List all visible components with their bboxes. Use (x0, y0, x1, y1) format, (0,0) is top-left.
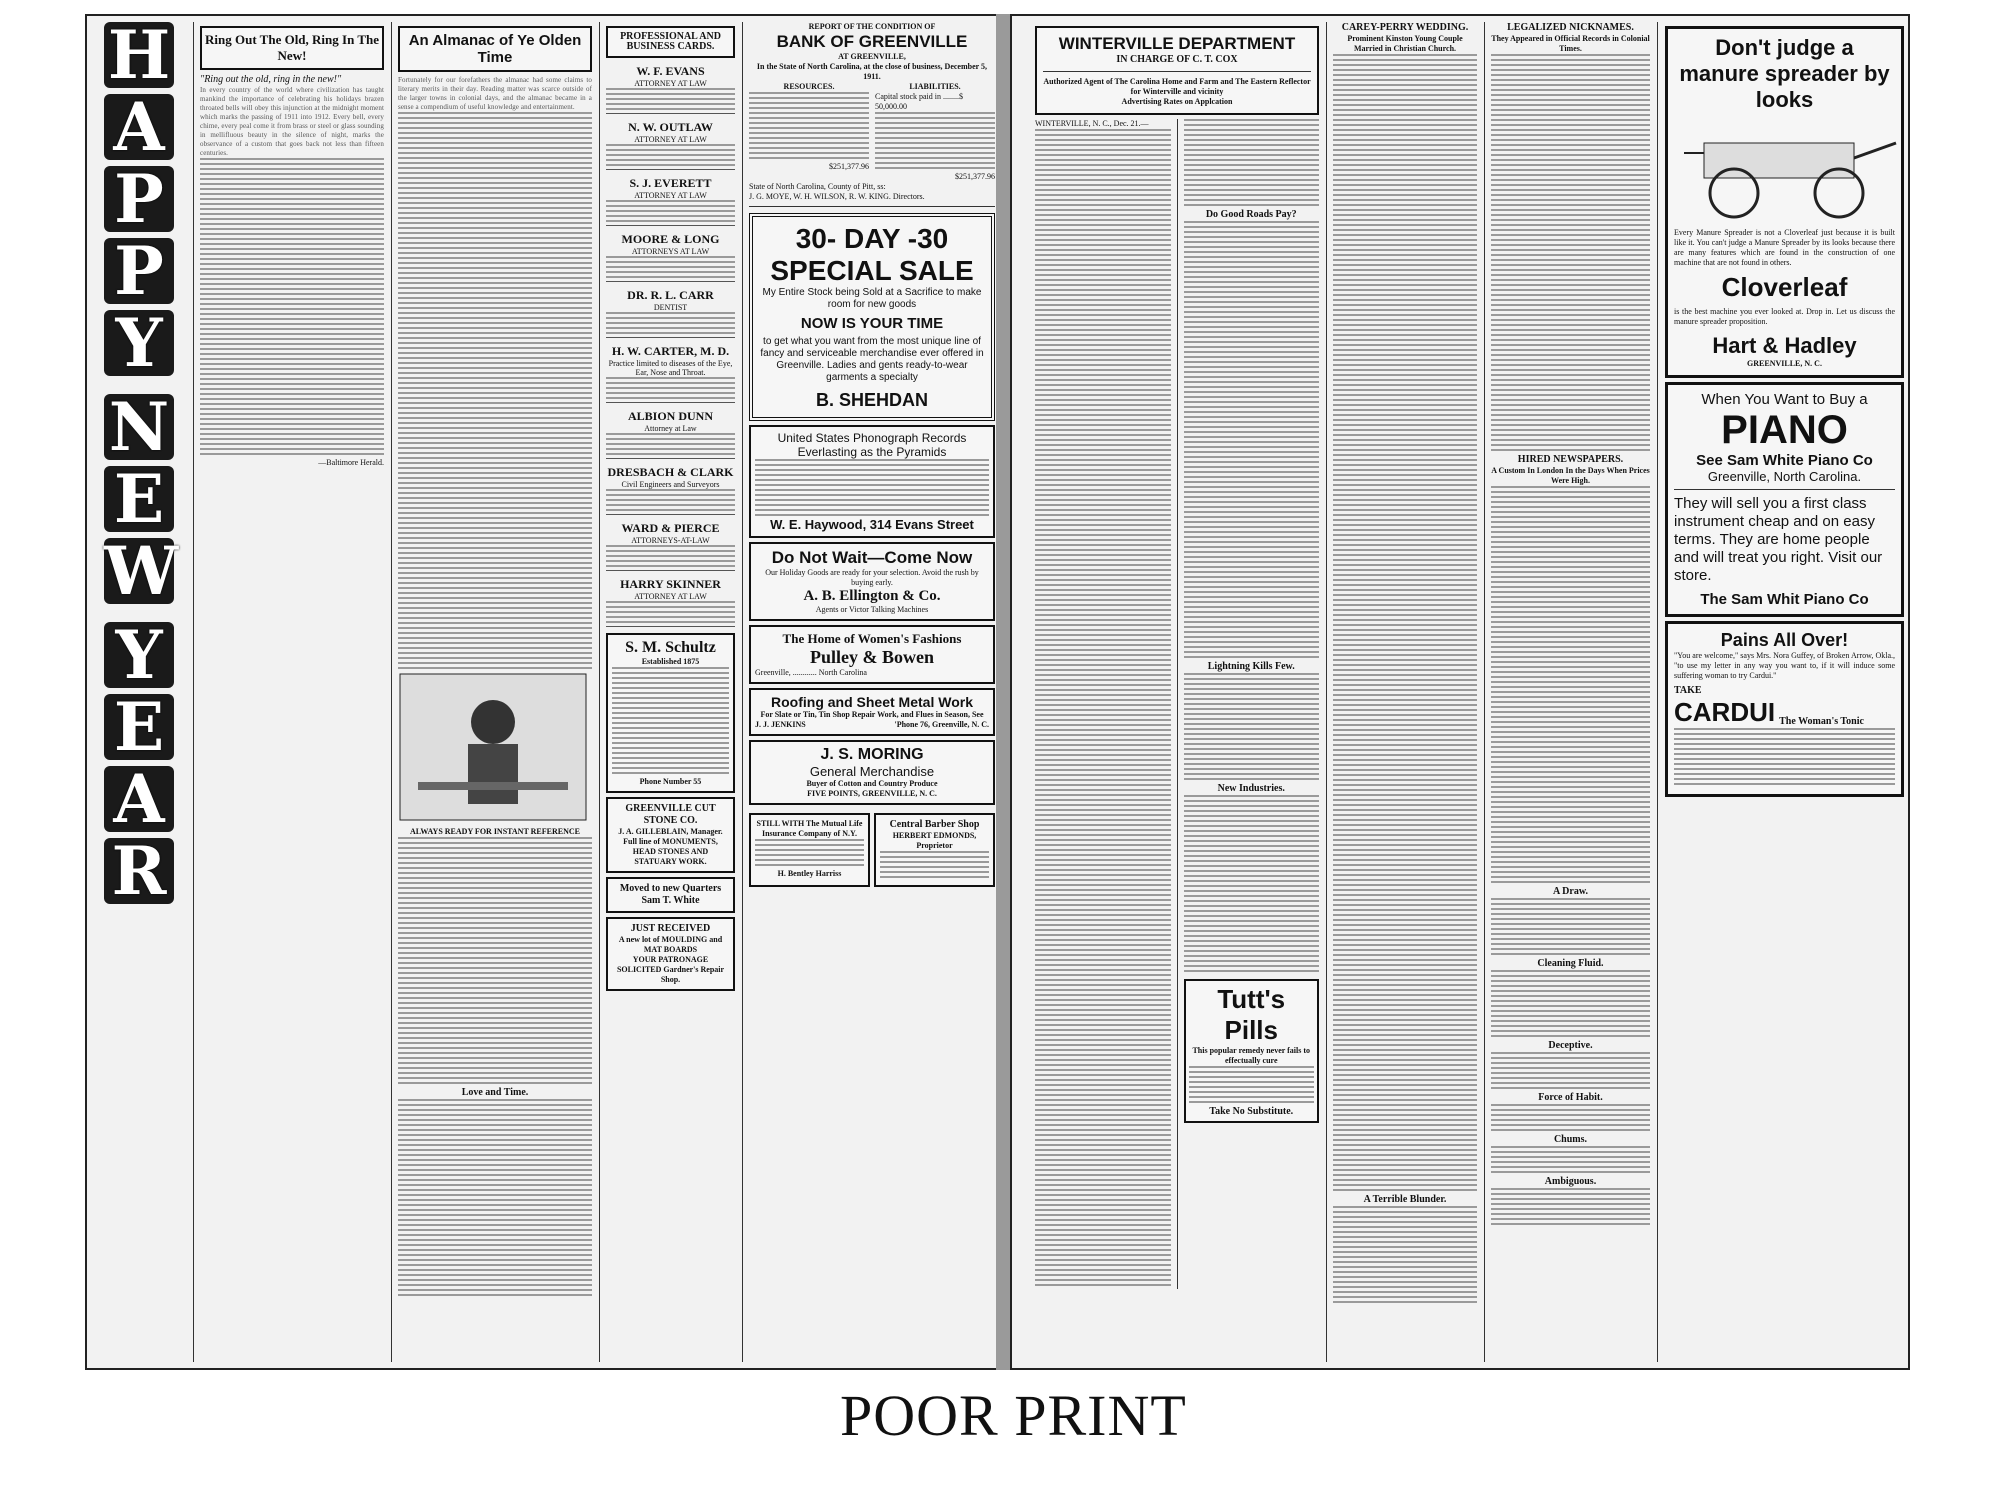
business-card-sub: ATTORNEY AT LAW (634, 191, 707, 200)
winterville-rates: Advertising Rates on Applcation (1121, 97, 1233, 106)
happy-new-year-banner (89, 22, 189, 1362)
good-roads-title: Do Good Roads Pay? (1205, 209, 1297, 220)
tutt-footer: Take No Substitute. (1209, 1106, 1294, 1117)
schultz-ad (606, 633, 735, 793)
winterville-section (1032, 22, 1322, 1362)
business-card (606, 465, 735, 515)
business-card-details (606, 545, 735, 567)
banner-letter: E (104, 466, 174, 532)
moring-ad (749, 740, 995, 805)
phonograph-merchant: W. E. Haywood, 314 Evans Street (770, 517, 974, 532)
nicknames-title: LEGALIZED NICKNAMES. (1507, 22, 1634, 33)
winterville-news-2 (1184, 119, 1320, 209)
business-card-details (606, 489, 735, 511)
business-card-name: W. F. EVANS (636, 64, 705, 78)
cardui-brand: CARDUI (1674, 697, 1776, 727)
phonograph-body (755, 459, 989, 517)
hired-papers-body (1491, 486, 1650, 886)
love-and-time-poem (398, 1099, 592, 1299)
deceptive-title: Deceptive. (1548, 1040, 1593, 1051)
cutstone-name: GREENVILLE CUT STONE CO. (625, 803, 716, 826)
right-page (1010, 14, 1910, 1370)
hired-papers-sub: A Custom In London In the Days When Prices Were High. (1491, 466, 1650, 485)
bank-and-ads-column (746, 22, 998, 1362)
barber-title: Central Barber Shop (889, 819, 980, 830)
chums-title: Chums. (1553, 1134, 1588, 1145)
spreader-body2: is the best machine you ever looked at. Drop in. Let us discuss the manure spreader proposition. (1674, 307, 1895, 326)
phonograph-ad (749, 425, 995, 538)
roofing-name: J. J. JENKINS (755, 720, 806, 729)
business-card (606, 64, 735, 114)
banner-letter: H (104, 22, 174, 88)
bank-statement: In the State of North Carolina, at the close of business, December 5, 1911. (756, 62, 988, 81)
a-draw-title: A Draw. (1553, 886, 1588, 897)
ambiguous-body (1491, 1188, 1650, 1228)
dont-wait-body: Our Holiday Goods are ready for your selection. Avoid the rush by buying early. (765, 568, 979, 587)
moring-place: FIVE POINTS, GREENVILLE, N. C. (807, 789, 937, 798)
poor-print-stamp: POOR PRINT (840, 1383, 1187, 1448)
industries-title: New Industries. (1217, 783, 1285, 794)
business-card (606, 344, 735, 403)
gardner-footer: YOUR PATRONAGE SOLICITED Gardner's Repair Shop. (616, 955, 725, 984)
banner-letter: A (104, 766, 174, 832)
business-card (606, 409, 735, 459)
dont-wait-title: Do Not Wait—Come Now (771, 548, 973, 567)
bank-report-label: REPORT OF THE CONDITION OF (808, 22, 936, 31)
business-card-sub: ATTORNEYS AT LAW (631, 247, 710, 256)
roofing-phone: 'Phone 76, Greenville, N. C. (894, 720, 989, 729)
phonograph-title: United States Phonograph Records Everlasting as the Pyramids (777, 431, 967, 459)
banner-letter: N (104, 394, 174, 460)
bank-name: BANK OF GREENVILLE (776, 32, 968, 51)
banner-letter: Y (104, 622, 174, 688)
manure-spreader-ad (1665, 26, 1904, 378)
business-card (606, 521, 735, 571)
cutstone-sub: J. A. GILLEBLAIN, Manager. (618, 827, 723, 836)
schultz-phone: Phone Number 55 (639, 777, 702, 786)
business-card-sub: ATTORNEYS-AT-LAW (631, 536, 710, 545)
business-cards-header: PROFESSIONAL AND BUSINESS CARDS. (606, 26, 735, 58)
bank-resources-label: RESOURCES. (783, 82, 835, 91)
business-card-name: DR. R. L. CARR (627, 288, 714, 302)
chums-body (1491, 1146, 1650, 1176)
banner-letter: R (104, 838, 174, 904)
nicknames-column (1488, 22, 1653, 1362)
force-title: Force of Habit. (1538, 1092, 1603, 1103)
piano-body: They will sell you a first class instrument cheap and on easy terms. They are home people and will treat you right. Visit our store. (1674, 495, 1883, 584)
tutt-title: Tutt's Pills (1217, 984, 1286, 1045)
moring-line: Buyer of Cotton and Country Produce (806, 779, 938, 788)
spreader-brand: Cloverleaf (1721, 272, 1848, 302)
business-card-sub: ATTORNEY AT LAW (634, 135, 707, 144)
spreader-merchant: Hart & Hadley (1712, 333, 1857, 358)
business-card-name: WARD & PIERCE (621, 521, 720, 535)
business-card-details (606, 433, 735, 455)
schultz-name: S. M. Schultz (625, 639, 716, 656)
ambiguous-title: Ambiguous. (1544, 1176, 1597, 1187)
fashions-ad (749, 625, 995, 684)
piano-merchant: The Sam Whit Piano Co (1700, 591, 1869, 608)
business-card-details (606, 601, 735, 623)
lightning-title: Lightning Kills Few. (1207, 661, 1295, 672)
roofing-ad (749, 688, 995, 736)
bank-report (749, 22, 995, 207)
wedding-sub: Prominent Kinston Young Couple Married in Christian Church. (1347, 34, 1463, 53)
business-card (606, 176, 735, 226)
fashions-title: The Home of Women's Fashions (782, 631, 962, 646)
wedding-column (1330, 22, 1480, 1362)
banner-letter: E (104, 694, 174, 760)
gardner-title: JUST RECEIVED (630, 923, 711, 934)
tutt-body (1189, 1066, 1315, 1106)
business-card-details (606, 200, 735, 222)
dont-wait-ad (749, 542, 995, 621)
banner-letter: Y (104, 310, 174, 376)
cardui-body: "You are welcome," says Mrs. Nora Guffey, of Broken Arrow, Okla., "to use my letter in any way you want to, if it will induce some suffering woman to try Cardui." (1674, 651, 1895, 680)
mutual-title: STILL WITH The Mutual Life Insurance Company of N.Y. (756, 819, 863, 838)
terrible-blunder-title: A Terrible Blunder. (1363, 1194, 1447, 1205)
business-card (606, 577, 735, 627)
banner-letter: W (104, 532, 179, 610)
lightning-body (1184, 673, 1320, 783)
business-card-name: H. W. CARTER, M. D. (611, 344, 730, 358)
piano-line2: See Sam White Piano Co (1696, 452, 1873, 469)
spreader-city: GREENVILLE, N. C. (1747, 359, 1822, 368)
fashions-city: Greenville, ............ North Carolina (755, 668, 867, 677)
barber-body (880, 851, 989, 881)
business-card-sub: ATTORNEY AT LAW (634, 592, 707, 601)
sale-line2: to get what you want from the most unique line of fancy and serviceable merchandise ever offered in Greenville. Ladies and gents ready-to-wear garments a specialty (760, 336, 984, 383)
spreader-headline: Don't judge a manure spreader by looks (1679, 35, 1890, 112)
business-card-name: S. J. EVERETT (629, 176, 712, 190)
piano-ad (1665, 382, 1904, 617)
gardner-body: A new lot of MOULDING and MAT BOARDS (618, 935, 723, 954)
terrible-blunder-body (1333, 1206, 1477, 1306)
new-quarters-ad (606, 877, 735, 913)
mutual-body (755, 839, 864, 869)
business-card-details (606, 256, 735, 278)
cleaning-body (1491, 970, 1650, 1040)
dont-wait-merchant: A. B. Ellington & Co. (803, 588, 941, 604)
cardui-title: Pains All Over! (1720, 630, 1849, 650)
winterville-agent: Authorized Agent of The Carolina Home and Farm and The Eastern Reflector for Winterville and vicinity (1043, 77, 1311, 96)
cardui-tonic: The Woman's Tonic (1779, 716, 1864, 727)
winterville-news-body (1035, 129, 1171, 1289)
business-card-sub: Attorney at Law (644, 424, 697, 433)
business-card-sub: DENTIST (653, 303, 688, 312)
almanac-title: An Almanac of Ye Olden Time (398, 26, 592, 72)
ring-out-title: Ring Out The Old, Ring In The New! (200, 26, 384, 70)
dont-wait-sub: Agents or Victor Talking Machines (815, 605, 929, 614)
moring-name: J. S. MORING (820, 746, 924, 763)
banner-letter: A (104, 94, 174, 160)
winterville-header (1035, 26, 1319, 115)
piano-headline: PIANO (1721, 408, 1848, 452)
bank-capital: Capital stock paid in ........$ 50,000.00 (875, 92, 963, 111)
barber-ad (874, 813, 995, 887)
spreader-illustration-image (1674, 113, 1902, 223)
fashions-name: Pulley & Bowen (810, 647, 934, 667)
tutt-sub: This popular remedy never fails to effectually cure (1192, 1046, 1311, 1065)
ring-out-filler (200, 158, 384, 458)
hired-papers-title: HIRED NEWSPAPERS. (1517, 454, 1624, 465)
deceptive-body (1491, 1052, 1650, 1092)
sale-headline: 30- DAY -30 SPECIAL SALE (770, 223, 974, 286)
ring-out-body: In every country of the world where civilization has taught mankind the importance of celebrating his holidays brazen throated bells will obey this injunction at the midnight moment which marks the passing of 1911 into 1912. Every bell, every chime, every peal come it from brass or steel or glass sounding in mellifluous beauty in the silence of night, marks the observance of a custom that goes back not less than fifteen centuries. (200, 86, 384, 157)
new-quarters-name: Sam T. White (641, 895, 700, 906)
banner-letter: P (104, 166, 174, 232)
schultz-list (612, 667, 729, 777)
business-card (606, 120, 735, 170)
business-card-sub: Civil Engineers and Surveyors (621, 480, 720, 489)
cleaning-title: Cleaning Fluid. (1537, 958, 1604, 969)
business-card-name: N. W. OUTLAW (628, 120, 713, 134)
piano-line3: Greenville, North Carolina. (1707, 469, 1862, 484)
almanac-body: Fortunately for our forefathers the almanac had some claims to literary merits in their day. Reading matter was scarce outside of the larger towns in colonial days, and the almanac became in a sense a compendium of useful knowledge and entertainment. (398, 76, 592, 111)
winterville-dateline: WINTERVILLE, N. C., Dec. 21.— (1035, 119, 1149, 128)
business-cards-column (603, 22, 738, 1362)
bank-resources-list (749, 92, 869, 162)
sale-line1: My Entire Stock being Sold at a Sacrifice to make room for new goods (762, 287, 982, 310)
cutstone-ad (606, 797, 735, 873)
spreader-body: Every Manure Spreader is not a Cloverleaf just because it is built like it. You can't judge a Manure Spreader by its looks because there are many features which are found in the construction of one machine that are not found in others. (1674, 228, 1895, 267)
almanac-filler (398, 112, 592, 672)
business-card-details (606, 312, 735, 334)
almanac-woodcut-image (398, 672, 588, 822)
ring-out-intro: "Ring out the old, ring in the new!" (200, 74, 342, 85)
mutual-name: H. Bentley Harriss (777, 869, 842, 878)
business-card-name: DRESBACH & CLARK (607, 465, 734, 479)
wedding-body (1333, 54, 1477, 1194)
schultz-est: Established 1875 (641, 657, 700, 666)
cutstone-body: Full line of MONUMENTS, HEAD STONES AND STATUARY WORK. (623, 837, 718, 866)
business-card-name: MOORE & LONG (621, 232, 720, 246)
wedding-title: CAREY-PERRY WEDDING. (1341, 22, 1469, 33)
bank-total-left: $251,377.96 (829, 162, 869, 171)
cardui-ad (1665, 621, 1904, 797)
banner-letter: P (104, 238, 174, 304)
moring-sub: General Merchandise (809, 764, 935, 779)
winterville-sub: IN CHARGE OF C. T. COX (1116, 54, 1238, 65)
business-card-name: ALBION DUNN (627, 409, 713, 423)
cardui-take: TAKE (1674, 685, 1702, 696)
business-card (606, 288, 735, 338)
business-card-sub: Practice limited to diseases of the Eye, Ear, Nose and Throat. (608, 359, 733, 377)
bank-oath: State of North Carolina, County of Pitt, ss: (749, 182, 886, 191)
sale-cta: NOW IS YOUR TIME (800, 315, 944, 332)
business-card-name: HARRY SKINNER (620, 577, 721, 591)
business-card-details (606, 144, 735, 166)
piano-line1: When You Want to Buy a (1701, 391, 1868, 408)
mutual-life-ad (749, 813, 870, 887)
gardner-ad (606, 917, 735, 991)
business-card-details (606, 377, 735, 399)
bank-directors: J. G. MOYE, W. H. WILSON, R. W. KING. Directors. (749, 192, 925, 201)
nicknames-sub: They Appeared in Official Records in Colonial Times. (1491, 34, 1650, 53)
industries-body (1184, 795, 1320, 975)
winterville-title: WINTERVILLE DEPARTMENT (1058, 34, 1296, 53)
almanac-filler-2 (398, 837, 592, 1087)
good-roads-body (1184, 221, 1320, 661)
barber-sub: HERBERT EDMONDS, Proprietor (892, 831, 977, 850)
ring-out-footer: —Baltimore Herald. (318, 458, 384, 467)
roofing-sub: For Slate or Tin, Tin Shop Repair Work, and Flues in Season, See (760, 710, 984, 719)
bank-liabilities-label: LIABILITIES. (909, 82, 961, 91)
love-and-time-title: Love and Time. (461, 1087, 529, 1098)
roofing-title: Roofing and Sheet Metal Work (771, 694, 973, 710)
ring-out-column (197, 22, 387, 1362)
business-card (606, 232, 735, 282)
tutt-pills-ad (1184, 979, 1320, 1123)
special-sale-ad (749, 213, 995, 421)
almanac-caption: ALWAYS READY FOR INSTANT REFERENCE (410, 827, 580, 836)
business-card-details (606, 88, 735, 110)
a-draw-body (1491, 898, 1650, 958)
bank-liabilities-list (875, 112, 995, 172)
nicknames-body (1491, 54, 1650, 454)
almanac-column (395, 22, 595, 1362)
cardui-body-2 (1674, 728, 1895, 788)
left-page (85, 14, 1000, 1370)
business-card-sub: ATTORNEY AT LAW (634, 79, 707, 88)
bank-total-right: $251,377.96 (955, 172, 995, 181)
sale-merchant: B. SHEHDAN (815, 390, 928, 410)
ads-column (1662, 22, 1907, 1362)
bank-location: AT GREENVILLE, (838, 52, 906, 61)
new-quarters-title: Moved to new Quarters (619, 883, 722, 894)
force-body (1491, 1104, 1650, 1134)
